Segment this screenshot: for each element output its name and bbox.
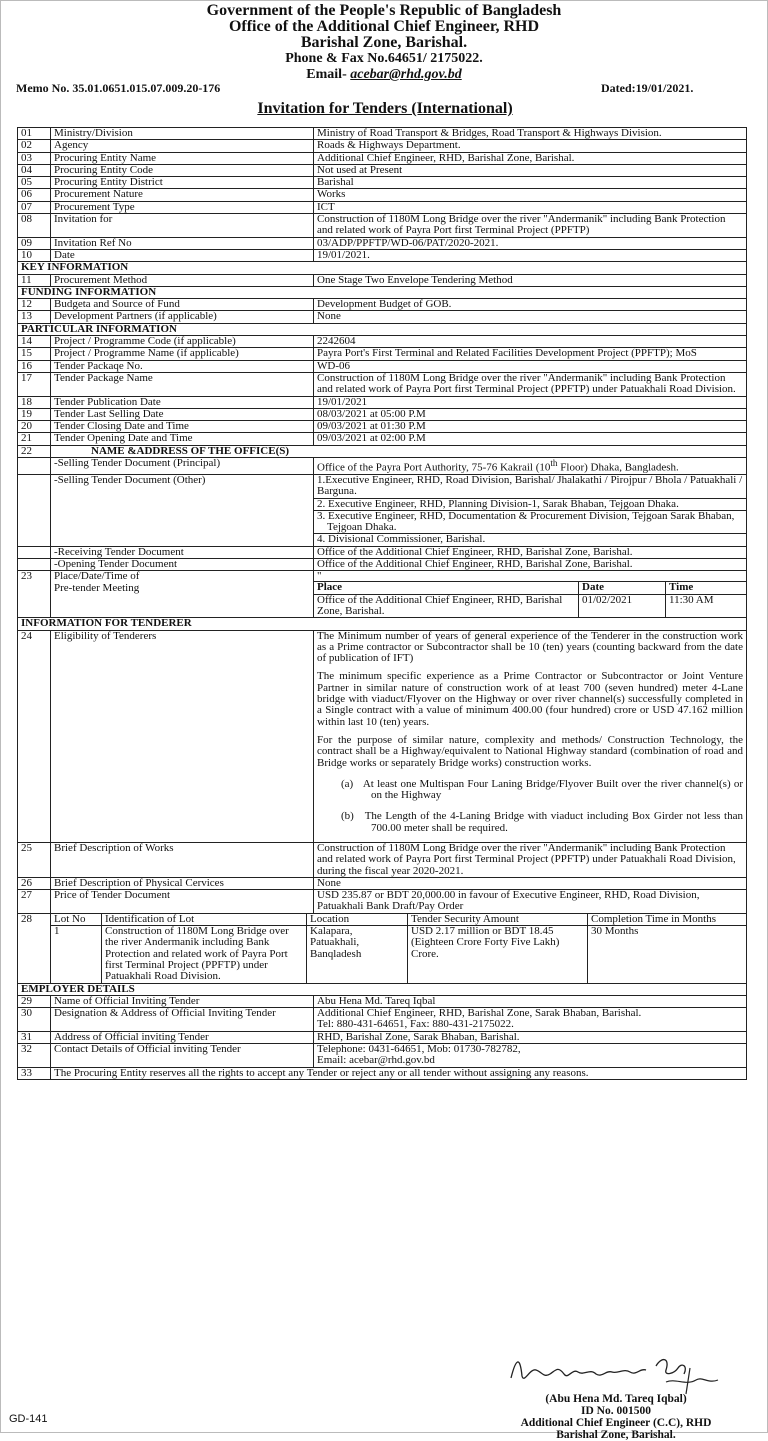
row-value: WD-06 <box>314 360 747 372</box>
row-key: Eligibility of Tenderers <box>51 630 314 842</box>
row-number: 19 <box>18 408 51 420</box>
row-value: Construction of 1180M Long Bridge over the river "Andermanik" including Bank Protection and related work of Payra Port first Terminal Project (PPFTP) under Patuakhali Road Division, during the fiscal year 2020-2021. <box>314 842 747 877</box>
table-row <box>18 1044 747 1068</box>
row-number: 29 <box>18 995 51 1007</box>
table-row <box>18 128 747 140</box>
row-value: 03/ADP/PPFTP/WD-06/PAT/2020-2021. <box>314 237 747 249</box>
table-row <box>18 842 747 877</box>
row-key: Price of Tender Document <box>51 890 314 914</box>
row-key: Brief Description of Works <box>51 842 314 877</box>
lot-cell <box>51 913 747 983</box>
col-header: Location <box>307 914 408 926</box>
table-row <box>18 189 747 201</box>
row-number: 06 <box>18 189 51 201</box>
row-value: Additional Chief Engineer, RHD, Barishal Zone, Barishal. <box>314 152 747 164</box>
memo-date: Dated:19/01/2021. <box>601 81 694 95</box>
row-value: Roads & Highways Department. <box>314 140 747 152</box>
row-number: 31 <box>18 1031 51 1043</box>
table-row <box>18 995 747 1007</box>
meeting-date: 01/02/2021 <box>579 594 666 617</box>
lot-completion: 30 Months <box>588 926 747 983</box>
table-row <box>18 1067 747 1079</box>
row-number: 02 <box>18 140 51 152</box>
row-number: 10 <box>18 249 51 261</box>
row-number: 17 <box>18 372 51 396</box>
row-key: Project / Programme Code (if applicable) <box>51 336 314 348</box>
row-value: Construction of 1180M Long Bridge over the river "Andermanik" including Bank Protection and related work of Payra Port first Terminal Project (PPFTP) under Patuakhali Road Division. <box>314 372 747 396</box>
tender-table <box>17 127 747 1080</box>
row-number: 22 <box>18 445 51 457</box>
row-value: RHD, Barishal Zone, Sarak Bhaban, Barishal. <box>314 1031 747 1043</box>
row-number: 01 <box>18 128 51 140</box>
col-header: Tender Security Amount <box>408 914 588 926</box>
row-key: -Selling Tender Document (Principal) <box>51 458 314 475</box>
row-number: 04 <box>18 164 51 176</box>
col-header: Lot No <box>51 914 102 926</box>
row-value: Not used at Present <box>314 164 747 176</box>
row-key: -Selling Tender Document (Other) <box>51 474 314 546</box>
row-value: Payra Port's First Terminal and Related Facilities Development Project (PPFTP); MoS <box>314 348 747 360</box>
table-row <box>18 913 747 983</box>
table-row <box>18 201 747 213</box>
row-number: 12 <box>18 299 51 311</box>
table-row <box>18 164 747 176</box>
email-label: Email- <box>306 67 351 82</box>
row-key: Tender Last Selling Date <box>51 408 314 420</box>
table-row <box>18 214 747 238</box>
table-row <box>18 571 747 618</box>
section-employer: EMPLOYER DETAILS <box>18 983 747 995</box>
row-value: ICT <box>314 201 747 213</box>
meeting-place: Office of the Additional Chief Engineer, RHD, Barishal Zone, Barishal. <box>314 594 579 617</box>
office-text: Floor) Dhaka, Bangladesh. <box>557 461 679 474</box>
row-number: 20 <box>18 421 51 433</box>
row-key: Tender Closing Date and Time <box>51 421 314 433</box>
row-value: Works <box>314 189 747 201</box>
table-row <box>18 1008 747 1032</box>
row-key: Invitation for <box>51 214 314 238</box>
row-value: Telephone: 0431-64651, Mob: 01730-782782, Email: acebar@rhd.gov.bd <box>314 1044 747 1068</box>
row-number: 25 <box>18 842 51 877</box>
row-key: Address of Official inviting Tender <box>51 1031 314 1043</box>
table-row <box>18 546 747 558</box>
superscript: th <box>550 458 558 469</box>
row-value <box>314 474 747 546</box>
row-value: Office of the Additional Chief Engineer, RHD, Barishal Zone, Barishal. <box>314 546 747 558</box>
section-particular: PARTICULAR INFORMATION <box>18 323 747 335</box>
row-number: 09 <box>18 237 51 249</box>
table-row <box>18 311 747 323</box>
row-number: 05 <box>18 177 51 189</box>
meeting-table <box>314 581 746 617</box>
section-funding: FUNDING INFORMATION <box>18 286 747 298</box>
table-row <box>18 630 747 842</box>
row-value: Barishal <box>314 177 747 189</box>
row-number: 18 <box>18 396 51 408</box>
signer-office: Barishal Zone, Barishal. <box>556 1429 676 1441</box>
row-value: USD 235.87 or BDT 20,000.00 in favour of Executive Engineer, RHD, Road Division, Patuakhali Bank Draft/Pay Order <box>314 890 747 914</box>
row-value: Office of the Additional Chief Engineer, RHD, Barishal Zone, Barishal. <box>314 559 747 571</box>
handwritten-signature <box>506 1348 746 1396</box>
row-value: Construction of 1180M Long Bridge over the river "Andermanik" including Bank Protection and related work of Payra Port first Terminal Project (PPFTP) <box>314 214 747 238</box>
office-item: 1.Executive Engineer, RHD, Road Division, Barishal/ Jhalakathi / Pirojpur / Bhola / Patuakhali / Barguna. <box>314 475 746 499</box>
signer-id: ID No. 001500 <box>581 1405 651 1417</box>
footer-code: GD-141 <box>9 1413 48 1425</box>
row-value: 08/03/2021 at 05:00 P.M <box>314 408 747 420</box>
table-row <box>18 458 747 475</box>
eligibility-item: (b) The Length of the 4-Laning Bridge with viaduct including Box Girder not less than 700.00 meter shall be required. <box>341 810 743 834</box>
key-line: Pre-tender Meeting <box>54 581 140 594</box>
eligibility-text <box>314 630 747 842</box>
govt-line: Government of the People's Republic of Bangladesh <box>206 2 562 19</box>
row-number: 27 <box>18 890 51 914</box>
row-number: 13 <box>18 311 51 323</box>
row-value: Ministry of Road Transport & Bridges, Road Transport & Highways Division. <box>314 128 747 140</box>
meeting-cell <box>314 571 747 618</box>
row-number: 21 <box>18 433 51 445</box>
row-number: 07 <box>18 201 51 213</box>
row-value: Abu Hena Md. Tareq Iqbal <box>314 995 747 1007</box>
row-number: 14 <box>18 336 51 348</box>
row-key: Procurement Type <box>51 201 314 213</box>
office-item: 3. Executive Engineer, RHD, Documentation & Procurement Division, Tejgoan Sarak Bhaban, Tejgoan Dhaka. <box>314 511 746 535</box>
eligibility-paragraph: The minimum specific experience as a Prime Contractor or Subcontractor or Joint Venture Partner in similar nature of construction work of at least 700 (seven hundred) meter 4-Lane bridge with viaduct/Flyover on the Highway or over river channel(s) successfully completed in a Single contract with a value of minimum 400.00 (four hundred) crore or USD 47.162 million within last 10 (ten) years. <box>317 670 743 728</box>
table-row <box>18 890 747 914</box>
table-row <box>18 1031 747 1043</box>
row-key <box>51 571 314 618</box>
row-number: 08 <box>18 214 51 238</box>
table-row <box>18 559 747 571</box>
table-row <box>18 877 747 889</box>
row-key: Designation & Address of Official Inviting Tender <box>51 1008 314 1032</box>
table-row <box>18 396 747 408</box>
row-value: The Procuring Entity reserves all the rights to accept any Tender or reject any or all tender without assigning any reasons. <box>51 1067 747 1079</box>
eligibility-item: (a) At least one Multispan Four Laning Bridge/Flyover Built over the river channel(s) or on the Highway <box>341 777 743 802</box>
memo-number: Memo No. 35.01.0651.015.07.009.20-176 <box>16 81 221 95</box>
table-row <box>18 421 747 433</box>
row-key: Budgeta and Source of Fund <box>51 299 314 311</box>
col-header: Place <box>314 582 579 594</box>
key-line: Place/Date/Time of <box>54 570 140 583</box>
lot-identification: Construction of 1180M Long Bridge over the river Andermanik including Bank Protection and related work of Payra Port first Terminal Project (PPFTP) under Patuakhali Road Division. <box>102 926 307 983</box>
row-key: Tender Package Name <box>51 372 314 396</box>
email-link[interactable]: acebar@rhd.gov.bd <box>350 67 462 82</box>
row-key: Development Partners (if applicable) <box>51 311 314 323</box>
table-row <box>18 140 747 152</box>
table-row <box>18 433 747 445</box>
row-key: Contact Details of Official inviting Tender <box>51 1044 314 1068</box>
section-key-info: KEY INFORMATION <box>18 262 747 274</box>
row-key: Ministry/Division <box>51 128 314 140</box>
row-key: Procuring Entity District <box>51 177 314 189</box>
table-row <box>18 372 747 396</box>
row-key: -Opening Tender Document <box>51 559 314 571</box>
row-key: Invitation Ref No <box>51 237 314 249</box>
row-key: Procuring Entity Name <box>51 152 314 164</box>
table-row <box>18 408 747 420</box>
row-value <box>314 458 747 475</box>
row-value: 09/03/2021 at 02:00 P.M <box>314 433 747 445</box>
table-row <box>18 336 747 348</box>
meeting-time: 11:30 AM <box>666 594 747 617</box>
row-key: Procurement Nature <box>51 189 314 201</box>
table-row <box>18 474 747 546</box>
row-number: 26 <box>18 877 51 889</box>
quote-mark: " <box>317 570 322 583</box>
col-header: Date <box>579 582 666 594</box>
row-value: Additional Chief Engineer, RHD, Barishal Zone, Sarak Bhaban, Barishal. Tel: 880-431-64651, Fax: 880-431-2175022. <box>314 1008 747 1032</box>
signer-title: Additional Chief Engineer (C.C), RHD <box>520 1417 712 1429</box>
row-key: Project / Programme Name (if applicable) <box>51 348 314 360</box>
row-value: None <box>314 877 747 889</box>
row-number: 03 <box>18 152 51 164</box>
lot-table <box>51 914 746 983</box>
row-number: 15 <box>18 348 51 360</box>
table-row <box>18 249 747 261</box>
signature-block <box>491 1393 741 1441</box>
row-value: None <box>314 311 747 323</box>
table-row <box>18 152 747 164</box>
row-key: -Receiving Tender Document <box>51 546 314 558</box>
table-row <box>18 360 747 372</box>
office-item: 4. Divisional Commissioner, Barishal. <box>317 533 486 546</box>
row-value: 19/01/2021. <box>314 249 747 261</box>
col-header: Time <box>666 582 747 594</box>
lot-location: Kalapara, Patuakhali, Banqladesh <box>307 926 408 983</box>
col-header: Identification of Lot <box>102 914 307 926</box>
row-value: Development Budget of GOB. <box>314 299 747 311</box>
table-row <box>18 274 747 286</box>
phone-line: Phone & Fax No.64651/ 2175022. <box>285 51 483 66</box>
row-value: One Stage Two Envelope Tendering Method <box>314 274 747 286</box>
office-item: 2. Executive Engineer, RHD, Planning Division-1, Sarak Bhaban, Tejgoan Dhaka. <box>314 499 746 511</box>
eligibility-paragraph: For the purpose of similar nature, complexity and methods/ Construction Technology, the contract shall be a Highway/equivalent to National Highway standard (combination of road and Bridge works or separately Bridge works) construction works. <box>317 733 743 769</box>
row-key: Procuring Entity Code <box>51 164 314 176</box>
row-key: Agency <box>51 140 314 152</box>
row-number: 11 <box>18 274 51 286</box>
row-key: Procurement Method <box>51 274 314 286</box>
section-info-tenderer: INFORMATION FOR TENDERER <box>18 618 747 630</box>
row-number: 16 <box>18 360 51 372</box>
office-text: Office of the Payra Port Authority, 75-76 Kakrail (10 <box>317 461 551 474</box>
signer-name: (Abu Hena Md. Tareq Iqbal) <box>545 1393 687 1405</box>
row-key: Tender Publication Date <box>51 396 314 408</box>
zone-line: Barishal Zone, Barishal. <box>300 34 468 51</box>
table-row <box>18 237 747 249</box>
row-key: Date <box>51 249 314 261</box>
row-number: 23 <box>18 571 51 618</box>
row-key: Brief Description of Physical Cervices <box>51 877 314 889</box>
office-line: Office of the Additional Chief Engineer, RHD <box>228 18 540 35</box>
row-key: Tender Opening Date and Time <box>51 433 314 445</box>
row-number: 33 <box>18 1067 51 1079</box>
row-number: 24 <box>18 630 51 842</box>
row-number: 28 <box>18 913 51 983</box>
table-row <box>18 445 747 457</box>
table-row <box>18 299 747 311</box>
row-key: Tender Packaqe No. <box>51 360 314 372</box>
eligibility-paragraph: The Minimum number of years of general experience of the Tenderer in the construction work as a Prime contractor or Subcontractor shall be 10 (ten) years (counting backward from the date of publication of IFT) <box>317 629 743 665</box>
row-value: 19/01/2021 <box>314 396 747 408</box>
row-value: 09/03/2021 at 01:30 P.M <box>314 421 747 433</box>
lot-number: 1 <box>51 926 102 983</box>
table-row <box>18 177 747 189</box>
row-number: 32 <box>18 1044 51 1068</box>
row-value: 2242604 <box>314 336 747 348</box>
col-header: Completion Time in Months <box>588 914 747 926</box>
lot-security: USD 2.17 million or BDT 18.45 (Eighteen Crore Forty Five Lakh) Crore. <box>408 926 588 983</box>
row-number: 30 <box>18 1008 51 1032</box>
table-row <box>18 348 747 360</box>
row-key: NAME &ADDRESS OF THE OFFICE(S) <box>51 445 747 457</box>
letterhead <box>1 3 767 83</box>
row-key: Name of Official Inviting Tender <box>51 995 314 1007</box>
page-title: Invitation for Tenders (International) <box>257 100 513 117</box>
